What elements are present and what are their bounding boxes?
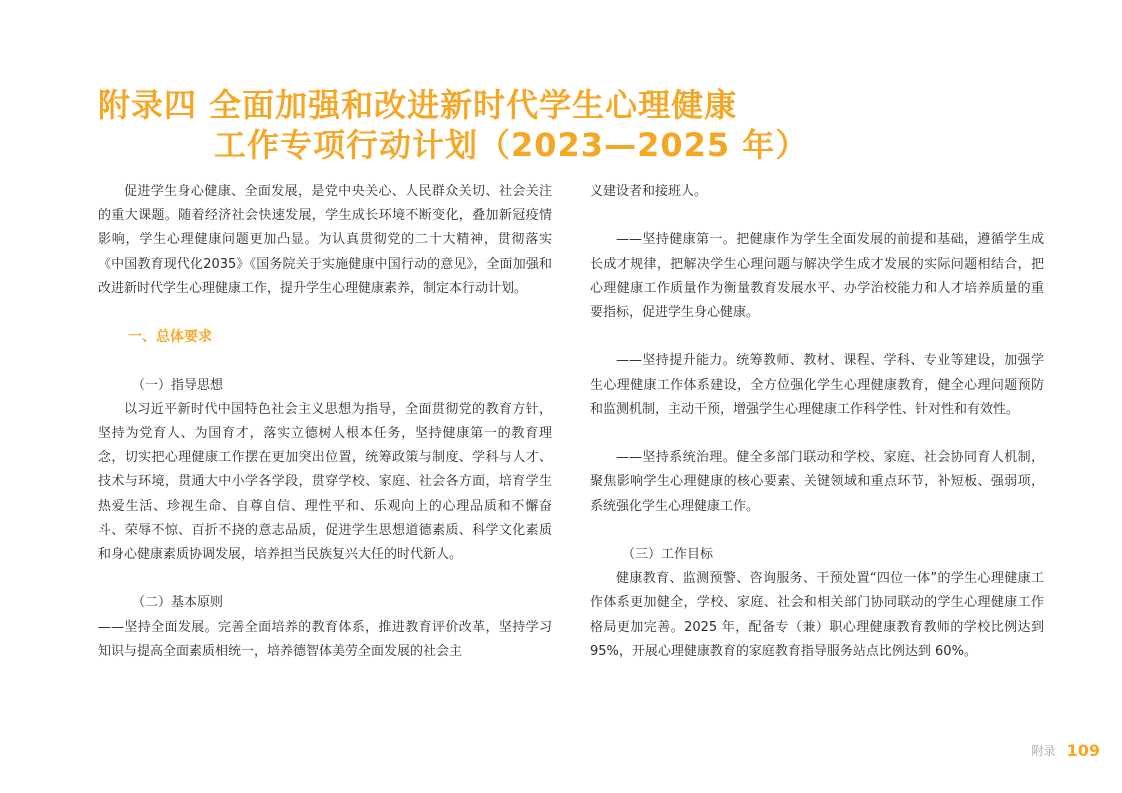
page-footer (1031, 740, 1100, 760)
principle-continuation: 义建设者和接班人。 (590, 184, 708, 199)
right-column (590, 180, 1044, 664)
subheading-work-goals: （三）工作目标 (622, 546, 714, 562)
principle-improve-capability: ——坚持提升能力。统筹教师、教材、课程、学科、专业等建设，加强学生心理健康工作体系建设，全方位强化学生心理健康教育，健全心理问题预防和监测机制，主动干预，增强学生心理健康工作科学性、针对性和有效性。 (590, 353, 1044, 417)
guiding-ideology-paragraph: 以习近平新时代中国特色社会主义思想为指导，全面贯彻党的教育方针，坚持为党育人、为国育才，落实立德树人根本任务，坚持健康第一的教育理念，切实把心理健康工作摆在更加突出位置，统筹政策与制度、学科与人才、技术与环境，贯通大中小学各学段，贯穿学校、家庭、社会各方面，培育学生热爱生活、珍视生命、自尊自信、理性平和、乐观向上的心理品质和不懈奋斗、荣辱不惊、百折不挠的意志品质，促进学生思想道德素质、科学文化素质和身心健康素质协调发展，培养担当民族复兴大任的时代新人。 (98, 401, 552, 563)
subheading-guiding-ideology: （一）指导思想 (132, 377, 224, 393)
section-heading-general-requirements: 一、总体要求 (128, 329, 212, 346)
principle-systematic-governance: ——坚持系统治理。健全多部门联动和学校、家庭、社会协同育人机制，聚焦影响学生心理健康的核心要素、关键领域和重点环节，补短板、强弱项，系统强化学生心理健康工作。 (590, 450, 1044, 514)
principle-health-first: ——坚持健康第一。把健康作为学生全面发展的前提和基础，遵循学生成长成才规律，把解决学生心理问题与解决学生成才发展的实际问题相结合，把心理健康工作质量作为衡量教育发展水平、办学治校能力和人才培养质量的重要指标，促进学生身心健康。 (590, 232, 1044, 320)
page-number: 109 (1066, 741, 1100, 760)
work-goals-paragraph: 健康教育、监测预警、咨询服务、干预处置“四位一体”的学生心理健康工作体系更加健全，学校、家庭、社会和相关部门协同联动的学生心理健康工作格局更加完善。2025 年，配备专（兼）职心理健康教育教师的学校比例达到 95%，开展心理健康教育的家庭教育指导服务站点比例达到 60%。 (590, 571, 1044, 659)
intro-paragraph: 促进学生身心健康、全面发展，是党中央关心、人民群众关切、社会关注的重大课题。随着经济社会快速发展，学生成长环境不断变化，叠加新冠疫情影响，学生心理健康问题更加凸显。为认真贯彻党的二十大精神，贯彻落实《中国教育现代化2035》《国务院关于实施健康中国行动的意见》，全面加强和改进新时代学生心理健康工作，提升学生心理健康素养，制定本行动计划。 (98, 184, 552, 296)
left-column (98, 180, 552, 664)
page-title-line2: 工作专项行动计划（2023—2025 年） (214, 126, 809, 164)
subheading-basic-principles: （二）基本原则 (132, 595, 224, 611)
page-title-line1: 附录四 全面加强和改进新时代学生心理健康 (98, 86, 738, 124)
footer-section-label: 附录 (1031, 744, 1056, 758)
principle-comprehensive-development: ——坚持全面发展。完善全面培养的教育体系，推进教育评价改革，坚持学习知识与提高全面素质相统一，培养德智体美劳全面发展的社会主 (98, 619, 552, 659)
